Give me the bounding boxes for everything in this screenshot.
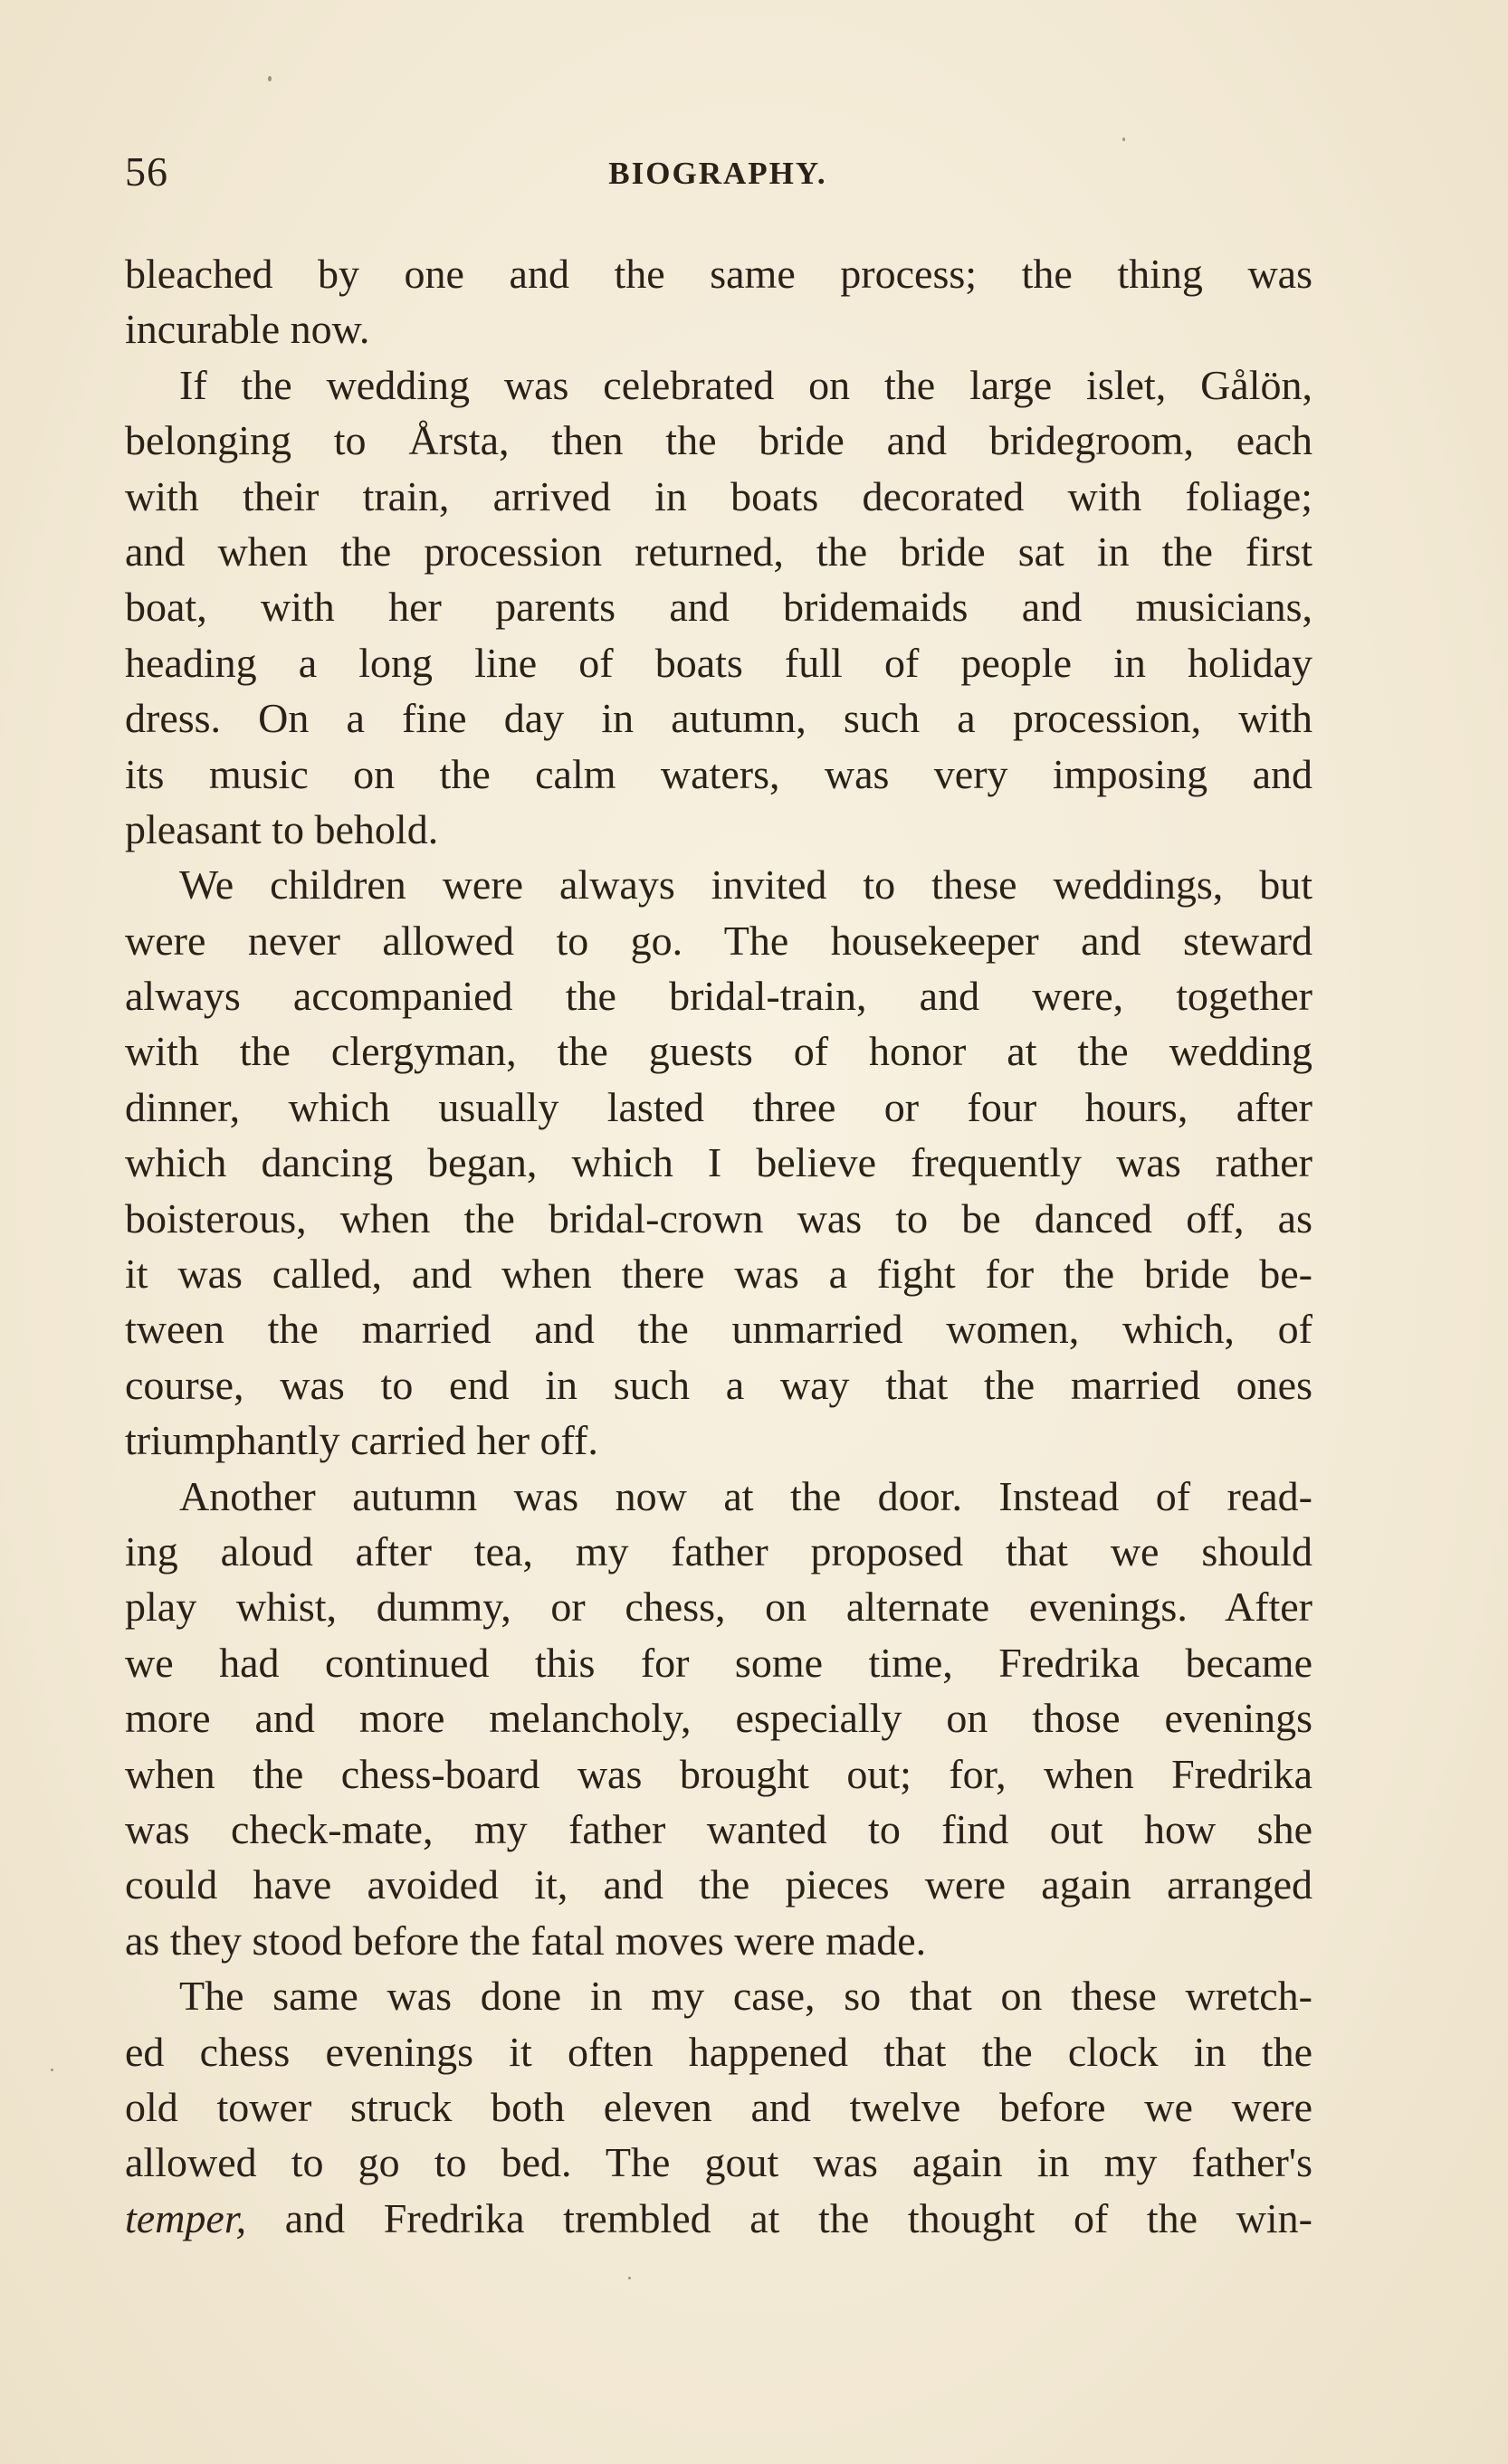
text-line: with their train, arrived in boats decorated with foliage; (125, 472, 1312, 519)
text-line: dress. On a fine day in autumn, such a procession, with (125, 695, 1312, 742)
text-line: and when the procession returned, the bride sat in the first (125, 528, 1312, 575)
paragraph-start-line: We children were always invited to these weddings, but (179, 861, 1312, 909)
running-head (125, 145, 1311, 199)
running-title: BIOGRAPHY. (608, 156, 827, 191)
text-line: it was called, and when there was a fight for the bride be- (125, 1251, 1312, 1298)
text-line: with the clergyman, the guests of honor at the wedding (125, 1028, 1312, 1075)
text-line: as they stood before the fatal moves were made. (125, 1917, 927, 1964)
text-line: its music on the calm waters, was very imposing and (125, 750, 1312, 797)
text-line: we had continued this for some time, Fredrika became (125, 1639, 1312, 1686)
text-line: triumphantly carried her off. (125, 1417, 598, 1464)
paper-speck (268, 76, 272, 81)
text-line: boisterous, when the bridal-crown was to be danced off, as (125, 1194, 1312, 1242)
text-line: pleasant to behold. (125, 805, 439, 852)
text-line: ed chess evenings it often happened that the clock in the (125, 2028, 1312, 2075)
text-line: allowed to go to bed. The gout was again in my father's (125, 2139, 1312, 2186)
text-line: play whist, dummy, or chess, on alternate evenings. After (125, 1584, 1312, 1631)
paper-speck (628, 2277, 631, 2279)
text-line: belonging to Årsta, then the bride and bridegroom, each (125, 417, 1312, 464)
paragraph-start-line: The same was done in my case, so that on these wretch- (179, 1973, 1312, 2020)
paper-speck (1122, 138, 1125, 141)
text-line: dinner, which usually lasted three or four hours, after (125, 1083, 1312, 1130)
text-line: was check-mate, my father wanted to find out how she (125, 1805, 1312, 1852)
text-line: course, was to end in such a way that the married ones (125, 1361, 1312, 1408)
text-line: old tower struck both eleven and twelve before we were (125, 2083, 1312, 2130)
text-line: heading a long line of boats full of people in holiday (125, 639, 1312, 686)
italic-word: temper, (125, 2194, 247, 2241)
body-text (125, 246, 1312, 2246)
page-number: 56 (125, 148, 168, 195)
text-line: tween the married and the unmarried women, which, of (125, 1306, 1312, 1353)
text-line (125, 2191, 1312, 2246)
text-line: ing aloud after tea, my father proposed that we should (125, 1527, 1312, 1574)
paragraph-start-line: If the wedding was celebrated on the large islet, Gålön, (179, 361, 1312, 408)
text-line: were never allowed to go. The housekeeper and steward (125, 917, 1312, 964)
text-line: always accompanied the bridal-train, and were, together (125, 973, 1312, 1020)
text-line: when the chess-board was brought out; for, when Fredrika (125, 1750, 1312, 1797)
text-line: more and more melancholy, especially on those evenings (125, 1695, 1312, 1742)
paper-speck (51, 2069, 53, 2071)
paragraph-start-line: Another autumn was now at the door. Instead of read- (179, 1472, 1312, 1519)
text-line: could have avoided it, and the pieces were again arranged (125, 1861, 1312, 1908)
text-line: boat, with her parents and bridemaids and musicians, (125, 584, 1312, 631)
text-line: bleached by one and the same process; the thing was (125, 251, 1312, 297)
line-rest: and Fredrika trembled at the thought of the win- (246, 2194, 1312, 2241)
text-line: which dancing began, which I believe frequently was rather (125, 1139, 1312, 1186)
text-line: incurable now. (125, 306, 370, 353)
